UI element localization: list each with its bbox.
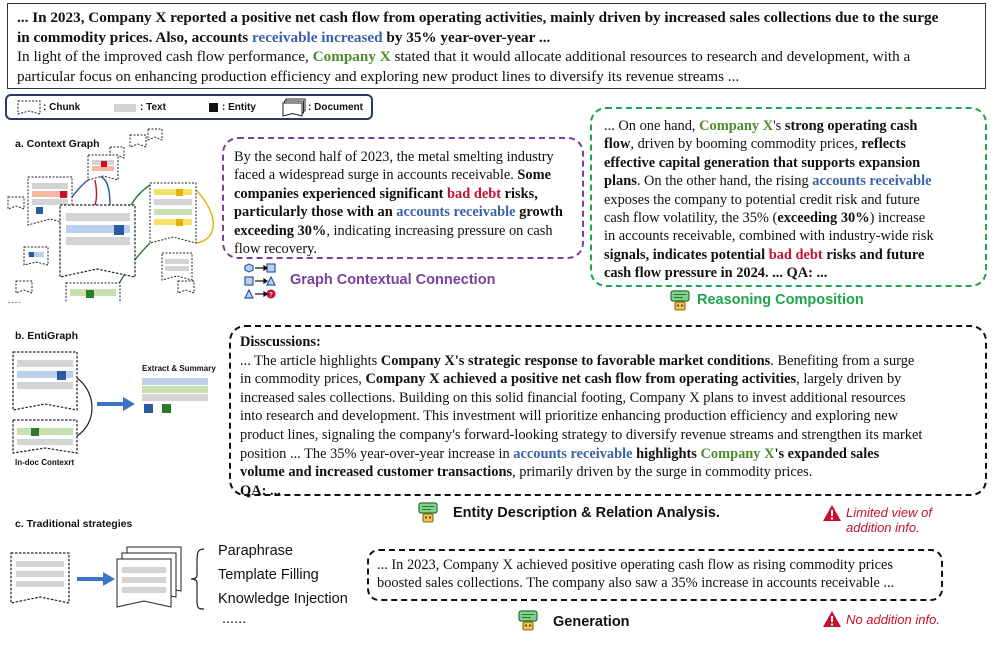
legend [5,94,373,120]
source-line-2: in commodity prices. Also, accounts receivable increased by 35% year-over-year ... [17,28,551,46]
legend-chunk-label: : Chunk [43,102,81,113]
strategy-paraphrase: Paraphrase [218,543,293,559]
robot-icon [669,290,691,312]
limited-view-note: Limited view of addition info. [846,505,932,535]
graph-contextual-connection-caption: Graph Contextual Connection [290,272,496,288]
generation-box: ... In 2023, Company X achieved positive operating cash flow as rising commodity prices boosted sales collections. The company also saw a 35% increase in accounts receivable ... [367,549,943,601]
robot-icon [417,502,439,524]
strategy-knowledge-injection: Knowledge Injection [218,591,348,607]
extract-summary-label: Extract & Summary [142,364,216,373]
entity-description-caption: Entity Description & Relation Analysis. [453,505,720,521]
source-line-4: particular focus on enhancing production efficiency and exploring new product lines to diversify its revenue streams ... [17,67,740,85]
entity-legend-swatch [209,103,218,112]
legend-text-label: : Text [140,102,166,113]
svg-text:?: ? [269,292,273,299]
no-addition-note: No addition info. [846,612,940,627]
document-legend-icon [282,98,306,118]
context-graph-label: a. Context Graph [15,138,100,150]
entigraph-label: b. EntiGraph [15,330,78,342]
generation-caption: Generation [553,614,630,630]
graph-connection-icon [242,263,278,301]
in-doc-context-label: In-doc Contexrt [15,458,75,467]
strategy-ellipsis: ...... [222,611,247,627]
legend-entity-label: : Entity [222,102,256,113]
chunk-legend-icon [17,100,41,116]
strategy-template-filling: Template Filling [218,567,319,583]
context-graph-illustration [0,125,222,303]
reasoning-box: ... On one hand, Company X's strong operating cash flow, driven by booming commodity prices, reflects effective capital generation that supports expansion plans. On the other hand, the rising accounts receivable exposes the company to potential credit risk and future cash flow volatility, the 35% (exceeding 30%) increase in accounts receivable, combined with industry-wide risk signals, indicates potential bad debt risks and future cash flow pressure in 2024. ... QA: ... [590,107,987,287]
reasoning-composition-caption: Reasoning Composition [697,292,864,308]
warning-icon [822,610,842,628]
warning-icon [822,504,842,522]
text-legend-swatch [114,104,136,112]
graph-context-box: By the second half of 2023, the metal smelting industry faced a widespread surge in accounts receivable. Some companies experienced significant bad debt risks, particularly those with an accounts receivable growth exceeding 30%, indicating increasing pressure on cash flow recovery. [222,137,584,259]
source-line-3: In light of the improved cash flow performance, Company X stated that it would allocate additional resources to research and development, with a [17,48,911,65]
traditional-illustration [5,545,205,615]
discussions-box: Disscussions: ... The article highlights Company X's strategic response to favorable market conditions. Benefiting from a surge in commodity prices, Company X achieved a positive net cash flow from operating activities, largely driven by increased sales collections. Building on this solid financial footing, Company X plans to invest additional resources into research and development. This investment will prioritize enhancing production efficiency and exploring new product lines, signaling the company's forward-looking strategy to diversify revenue streams and strengthen its market position ... The 35% year-over-year increase in accounts receivable highlights Company X's expanded sales volume and increased customer transactions, primarily driven by the surge in commodity prices. QA: ... [229,325,987,496]
source-line-1: ... In 2023, Company X reported a positive net cash flow from operating activities, mainly driven by increased sales collections due to the surge [17,9,939,26]
robot-icon [517,610,539,632]
source-text-box [7,3,986,89]
traditional-strategies-label: c. Traditional strategies [15,518,133,530]
legend-document-label: : Document [308,102,363,113]
